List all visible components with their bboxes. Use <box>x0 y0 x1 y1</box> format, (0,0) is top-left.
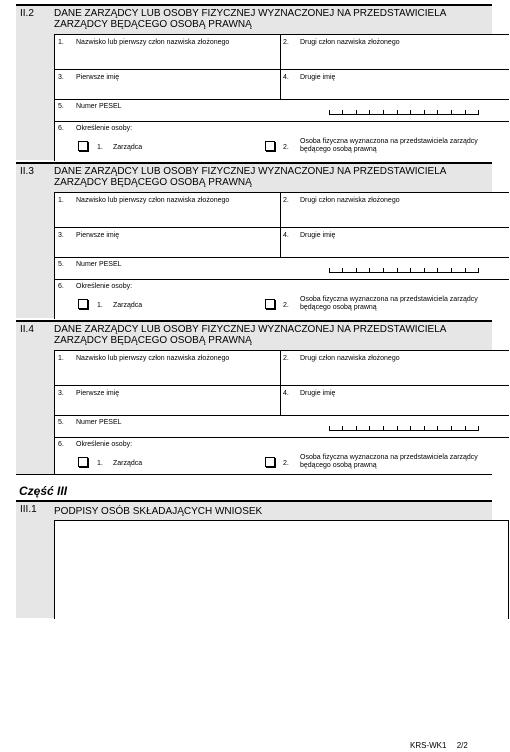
field-number: 5. <box>58 103 64 110</box>
field-label: Drugi człon nazwiska złożonego <box>300 355 400 362</box>
field-number: 4. <box>283 74 289 81</box>
part-heading: Część III <box>19 484 68 498</box>
field-number: 1. <box>58 39 64 46</box>
person-type-row <box>55 280 509 318</box>
field-number: 4. <box>283 390 289 397</box>
option-number: 2. <box>283 460 289 467</box>
pesel-row[interactable] <box>55 416 509 438</box>
section-number: III.1 <box>20 504 37 515</box>
option-number: 2. <box>283 144 289 151</box>
form-row <box>55 193 509 228</box>
section-number: II.2 <box>20 8 34 19</box>
field-number: 2. <box>283 355 289 362</box>
option-label: Osoba fizyczna wyznaczona na przedstawiciela zarządcy będącego osobą prawną <box>300 296 478 311</box>
option-label: Osoba fizyczna wyznaczona na przedstawiciela zarządcy będącego osobą prawną <box>300 454 478 469</box>
section-ii-2 <box>16 6 492 160</box>
field-label: Pierwsze imię <box>76 390 120 397</box>
person-type-row <box>55 438 509 474</box>
field-label: Numer PESEL <box>76 103 122 110</box>
section-iii-1 <box>16 502 492 618</box>
field-number: 3. <box>58 390 64 397</box>
pesel-row[interactable] <box>55 100 509 122</box>
first-name-field[interactable] <box>55 70 281 99</box>
signatures-area[interactable] <box>54 520 509 619</box>
form-row <box>55 228 509 258</box>
field-number: 2. <box>283 39 289 46</box>
surname-field[interactable] <box>55 193 281 227</box>
field-number: 5. <box>58 261 64 268</box>
section-number: II.3 <box>20 166 34 177</box>
field-number: 3. <box>58 232 64 239</box>
form-row <box>55 35 509 70</box>
field-label: Określenie osoby: <box>76 283 133 290</box>
option-label: Zarządca <box>113 144 143 151</box>
field-label: Drugie imię <box>300 232 336 239</box>
second-surname-field[interactable] <box>281 351 509 385</box>
page-number: 2/2 <box>456 741 468 750</box>
surname-field[interactable] <box>55 35 281 69</box>
checkbox-zarzadca[interactable] <box>78 299 88 309</box>
section-form <box>54 34 509 161</box>
section-ii-3 <box>16 164 492 318</box>
pesel-row[interactable] <box>55 258 509 280</box>
checkbox-representative[interactable] <box>265 299 275 309</box>
surname-field[interactable] <box>55 351 281 385</box>
field-label: Numer PESEL <box>76 261 122 268</box>
field-label: Drugi człon nazwiska złożonego <box>300 39 400 46</box>
section-title: PODPISY OSÓB SKŁADAJĄCYCH WNIOSEK <box>54 506 263 517</box>
pesel-input-boxes[interactable] <box>329 106 479 115</box>
option-number: 2. <box>283 302 289 309</box>
form-row <box>55 351 509 386</box>
option-label: Zarządca <box>113 302 143 309</box>
field-label: Drugie imię <box>300 74 336 81</box>
second-name-field[interactable] <box>281 386 509 415</box>
option-number: 1. <box>97 460 103 467</box>
field-label: Nazwisko lub pierwszy człon nazwiska złożonego <box>76 355 230 362</box>
second-surname-field[interactable] <box>281 193 509 227</box>
field-number: 4. <box>283 232 289 239</box>
field-label: Drugie imię <box>300 390 336 397</box>
field-label: Numer PESEL <box>76 419 122 426</box>
field-label: Nazwisko lub pierwszy człon nazwiska złożonego <box>76 197 230 204</box>
section-bottom-line <box>16 474 492 475</box>
pesel-input-boxes[interactable] <box>329 264 479 273</box>
field-number: 2. <box>283 197 289 204</box>
field-label: Drugi człon nazwiska złożonego <box>300 197 400 204</box>
field-number: 1. <box>58 197 64 204</box>
person-type-row <box>55 122 509 160</box>
option-number: 1. <box>97 302 103 309</box>
first-name-field[interactable] <box>55 386 281 415</box>
field-number: 3. <box>58 74 64 81</box>
form-row <box>55 70 509 100</box>
field-label: Określenie osoby: <box>76 441 133 448</box>
field-label: Nazwisko lub pierwszy człon nazwiska złożonego <box>76 39 230 46</box>
field-number: 6. <box>58 125 64 132</box>
section-form <box>54 192 509 319</box>
first-name-field[interactable] <box>55 228 281 257</box>
section-title: DANE ZARZĄDCY LUB OSOBY FIZYCZNEJ WYZNACZONEJ NA PRZEDSTAWICIELA ZARZĄDCY BĘDĄCEGO OSOBĄ PRAWNĄ <box>54 166 446 188</box>
field-number: 6. <box>58 283 64 290</box>
field-label: Pierwsze imię <box>76 232 120 239</box>
checkbox-zarzadca[interactable] <box>78 141 88 151</box>
checkbox-representative[interactable] <box>265 457 275 467</box>
section-ii-4 <box>16 322 492 474</box>
field-number: 1. <box>58 355 64 362</box>
pesel-input-boxes[interactable] <box>329 422 479 431</box>
field-label: Pierwsze imię <box>76 74 120 81</box>
section-title: DANE ZARZĄDCY LUB OSOBY FIZYCZNEJ WYZNACZONEJ NA PRZEDSTAWICIELA ZARZĄDCY BĘDĄCEGO OSOBĄ PRAWNĄ <box>54 8 446 30</box>
field-number: 5. <box>58 419 64 426</box>
form-code: KRS-WK1 <box>410 741 447 750</box>
section-title: DANE ZARZĄDCY LUB OSOBY FIZYCZNEJ WYZNACZONEJ NA PRZEDSTAWICIELA ZARZĄDCY BĘDĄCEGO OSOBĄ PRAWNĄ <box>54 324 446 346</box>
option-label: Osoba fizyczna wyznaczona na przedstawiciela zarządcy będącego osobą prawną <box>300 138 478 153</box>
option-label: Zarządca <box>113 460 143 467</box>
option-number: 1. <box>97 144 103 151</box>
section-form <box>54 350 509 475</box>
checkbox-representative[interactable] <box>265 141 275 151</box>
checkbox-zarzadca[interactable] <box>78 457 88 467</box>
section-number: II.4 <box>20 324 34 335</box>
footer <box>410 741 468 750</box>
second-name-field[interactable] <box>281 228 509 257</box>
second-surname-field[interactable] <box>281 35 509 69</box>
second-name-field[interactable] <box>281 70 509 99</box>
field-label: Określenie osoby: <box>76 125 133 132</box>
form-row <box>55 386 509 416</box>
field-number: 6. <box>58 441 64 448</box>
